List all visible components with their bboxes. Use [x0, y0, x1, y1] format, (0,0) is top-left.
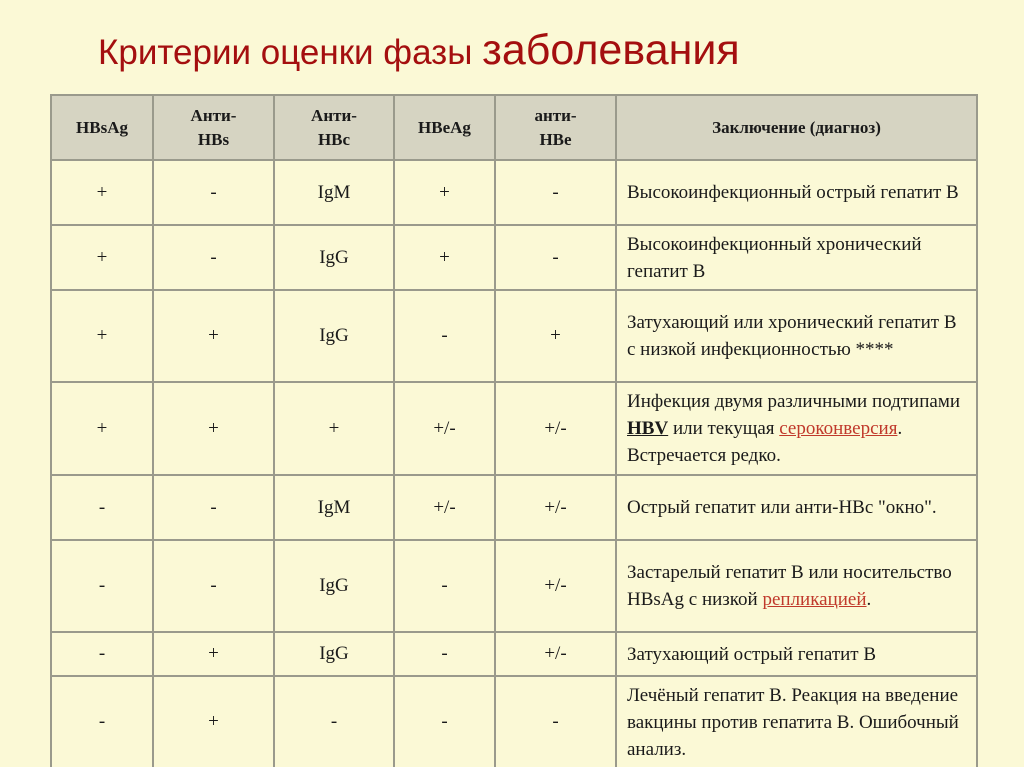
cell-anti-hbe: - [495, 676, 616, 767]
cell-hbeag: +/- [394, 475, 495, 540]
replication-link[interactable]: репликацией [762, 589, 867, 610]
table-row [51, 540, 977, 632]
cell-anti-hbe: + [495, 290, 616, 382]
cell-anti-hbe: +/- [495, 382, 616, 475]
header-anti-hbe [495, 95, 616, 160]
cell-anti-hbe: +/- [495, 632, 616, 676]
cell-hbeag: - [394, 540, 495, 632]
cell-hbsag: - [51, 540, 153, 632]
diagnosis-text: . [866, 589, 872, 610]
cell-anti-hbs: - [153, 540, 274, 632]
header-diagnosis-label: Заключение (диагноз) [712, 117, 881, 137]
table-row [51, 160, 977, 225]
header-anti-hbs [153, 95, 274, 160]
header-anti-hbc [274, 95, 394, 160]
header-hbeag [394, 95, 495, 160]
cell-diagnosis [616, 540, 977, 632]
cell-anti-hbe: +/- [495, 475, 616, 540]
cell-anti-hbc: IgG [274, 540, 394, 632]
title-part-1: Критерии оценки фазы [98, 33, 483, 72]
cell-hbeag: + [394, 160, 495, 225]
cell-anti-hbc: IgG [274, 632, 394, 676]
cell-anti-hbc: IgM [274, 160, 394, 225]
cell-anti-hbe: - [495, 160, 616, 225]
cell-anti-hbc: IgG [274, 225, 394, 290]
diagnosis-text: Инфекция двумя различными подтипами [627, 391, 961, 412]
header-anti-hbs-line2: HBs [197, 129, 230, 149]
cell-diagnosis: Высокоинфекционный острый гепатит В [616, 160, 977, 225]
cell-diagnosis [616, 382, 977, 475]
cell-diagnosis: Высокоинфекционный хронический гепатит В [616, 225, 977, 290]
cell-hbeag: + [394, 225, 495, 290]
table-row [51, 632, 977, 676]
table-row [51, 676, 977, 767]
header-anti-hbc-line2: HBc [317, 129, 351, 149]
header-anti-hbc-line1: Анти- [311, 105, 357, 125]
header-anti-hbe-line2: HBe [539, 129, 572, 149]
cell-hbeag: +/- [394, 382, 495, 475]
cell-anti-hbs: - [153, 475, 274, 540]
cell-anti-hbc: - [274, 676, 394, 767]
table-row [51, 290, 977, 382]
cell-diagnosis: Затухающий острый гепатит В [616, 632, 977, 676]
cell-hbeag: - [394, 290, 495, 382]
slide-title [98, 18, 740, 82]
cell-diagnosis: Затухающий или хронический гепатит В с низкой инфекционностью **** [616, 290, 977, 382]
cell-hbsag: - [51, 475, 153, 540]
cell-hbeag: - [394, 632, 495, 676]
diagnosis-text: . Встречается редко. [627, 418, 903, 466]
cell-anti-hbs: + [153, 382, 274, 475]
cell-anti-hbs: - [153, 160, 274, 225]
diagnosis-text: Застарелый гепатит В или носительство HBsAg с низкой [627, 562, 952, 610]
cell-hbsag: + [51, 290, 153, 382]
header-diagnosis [616, 95, 977, 160]
cell-hbeag: - [394, 676, 495, 767]
cell-anti-hbc: IgG [274, 290, 394, 382]
cell-hbsag: + [51, 160, 153, 225]
cell-hbsag: - [51, 632, 153, 676]
header-anti-hbe-line1: анти- [534, 105, 577, 125]
cell-anti-hbe: - [495, 225, 616, 290]
cell-anti-hbc: + [274, 382, 394, 475]
seroconversion-link[interactable]: сероконверсия [779, 418, 898, 439]
cell-hbsag: - [51, 676, 153, 767]
header-hbeag-label: HBeAg [418, 117, 471, 137]
header-anti-hbs-line1: Анти- [190, 105, 237, 125]
cell-anti-hbs: - [153, 225, 274, 290]
cell-anti-hbs: + [153, 290, 274, 382]
cell-anti-hbc: IgM [274, 475, 394, 540]
title-part-2: заболевания [482, 26, 740, 74]
cell-anti-hbs: + [153, 632, 274, 676]
table-row [51, 225, 977, 290]
cell-diagnosis: Лечёный гепатит В. Реакция на введение вакцины против гепатита В. Ошибочный анализ. [616, 676, 977, 767]
header-hbsag-label: HBsAg [76, 117, 128, 137]
diagnosis-text: или текущая [668, 418, 780, 439]
table-row [51, 382, 977, 475]
header-row [51, 95, 977, 160]
table-row [51, 475, 977, 540]
criteria-table [50, 94, 978, 767]
cell-anti-hbe: +/- [495, 540, 616, 632]
cell-hbsag: + [51, 225, 153, 290]
cell-hbsag: + [51, 382, 153, 475]
cell-anti-hbs: + [153, 676, 274, 767]
header-hbsag [51, 95, 153, 160]
cell-diagnosis: Острый гепатит или анти-HBc "окно". [616, 475, 977, 540]
hbv-link[interactable]: HBV [627, 418, 669, 439]
